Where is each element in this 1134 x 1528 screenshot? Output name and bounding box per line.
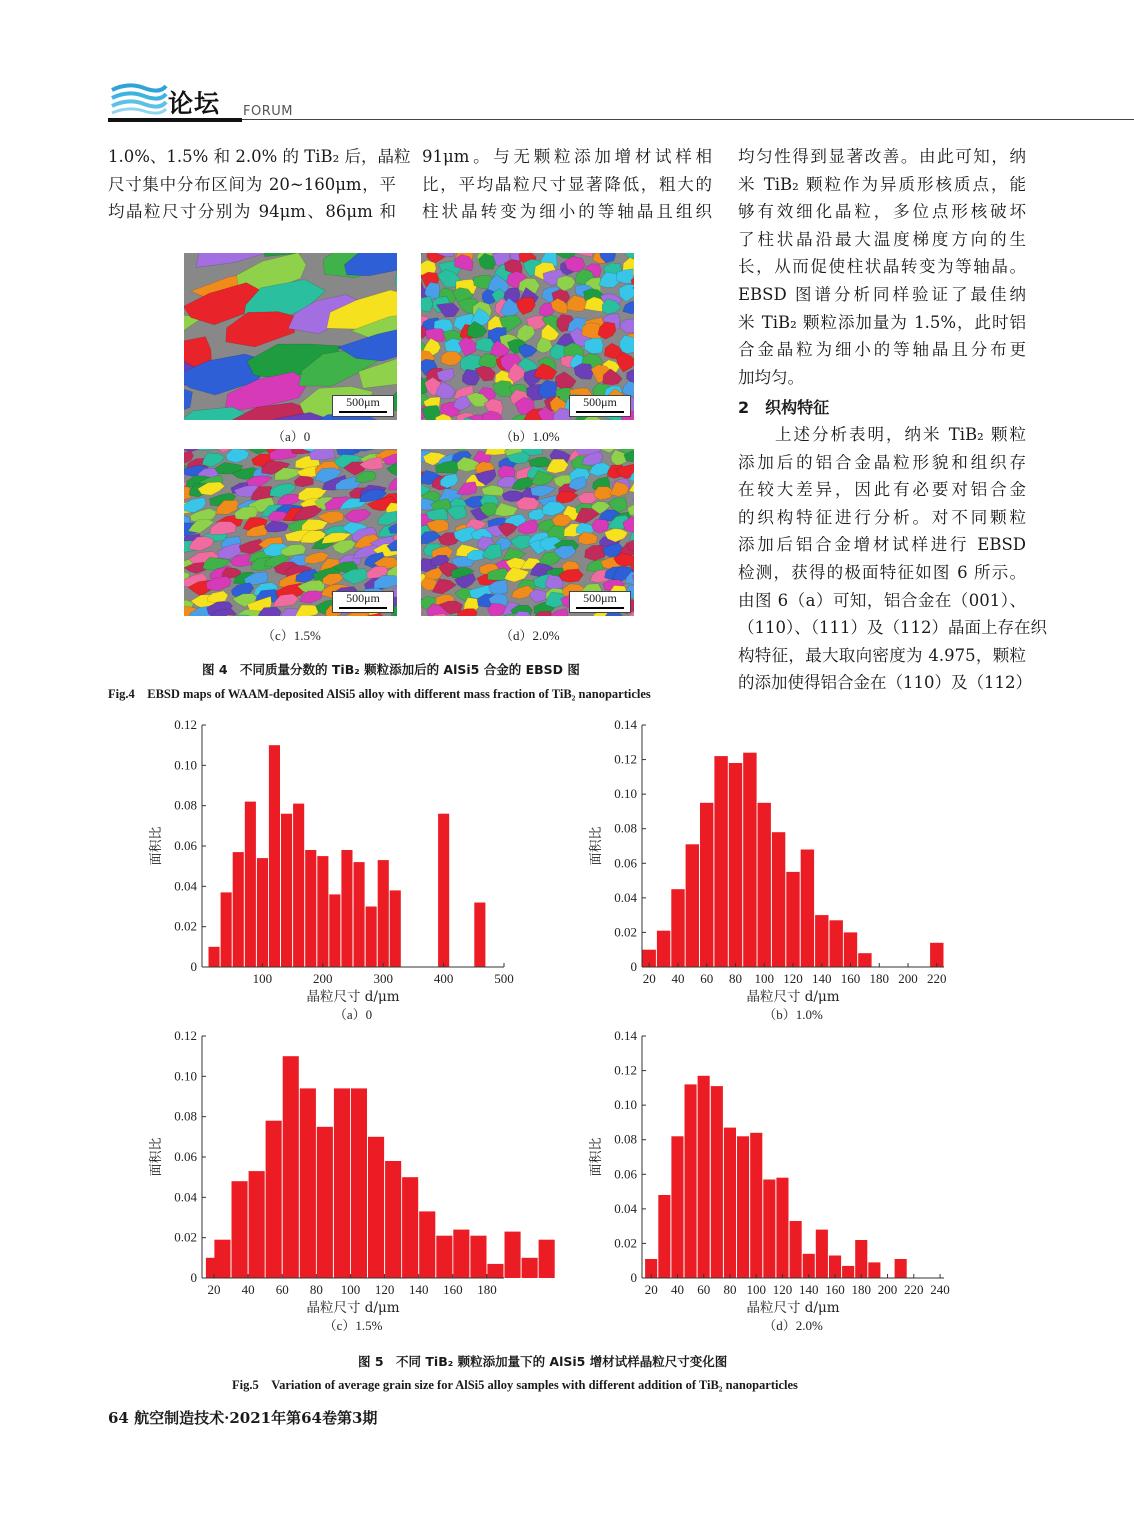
x-tick-label: 100: [746, 1282, 766, 1297]
y-tick-label: 0.08: [174, 797, 197, 813]
bar: [895, 1259, 907, 1278]
text-line: 构特征，最大取向密度为 4.975，颗粒: [738, 645, 1026, 665]
x-tick-label: 500: [494, 971, 514, 986]
text-line: 上述分析表明，纳米 TiB₂ 颗粒: [738, 425, 1026, 444]
grain: [516, 297, 535, 314]
text-line: 检测，获得的极面特征如图 6 所示。: [738, 562, 1026, 582]
bar: [438, 814, 449, 967]
bar: [436, 1236, 452, 1278]
x-tick-label: 60: [275, 1282, 289, 1297]
text-line: 柱状晶转变为细小的等轴晶且组织: [422, 202, 712, 222]
y-axis-title: 面积比: [149, 826, 164, 866]
grain-size-chart-d: [580, 1026, 980, 1346]
grain: [517, 325, 535, 343]
grain: [421, 253, 423, 258]
y-tick-label: 0.02: [174, 918, 197, 934]
bar: [858, 953, 871, 967]
bar: [842, 1266, 854, 1278]
bar: [232, 1181, 248, 1278]
x-tick-label: 20: [642, 971, 656, 986]
bar: [317, 1127, 333, 1278]
x-tick-label: 140: [799, 1282, 819, 1297]
bar: [855, 1240, 867, 1278]
bar: [711, 1086, 723, 1278]
y-tick-label: 0.12: [614, 751, 637, 767]
bar: [366, 907, 377, 968]
bar: [351, 1088, 367, 1278]
x-tick-label: 20: [644, 1282, 658, 1297]
y-tick-label: 0.04: [614, 889, 637, 905]
x-tick-label: 100: [754, 971, 774, 986]
text-line: 的添加使得铝合金在（110）及（112）: [738, 673, 1032, 693]
y-tick-label: 0.14: [614, 717, 637, 732]
bar: [257, 858, 268, 967]
y-tick-label: 0.06: [174, 838, 197, 853]
bar: [249, 1171, 265, 1278]
y-tick-label: 0.08: [614, 820, 637, 836]
body-column-2: [422, 143, 712, 226]
grain: [626, 370, 634, 383]
scale-bar-line: [339, 607, 387, 609]
page-footer: 64 航空制造技术·2021年第64卷第3期: [108, 1409, 378, 1427]
scale-label: 500μm: [346, 591, 380, 605]
bar: [402, 1177, 418, 1278]
bar: [505, 1232, 521, 1278]
y-axis-title: 面积比: [589, 1137, 604, 1177]
bar: [317, 856, 328, 967]
bar: [470, 1236, 486, 1278]
y-tick-label: 0.10: [614, 786, 637, 802]
x-tick-label: 120: [374, 1282, 395, 1297]
y-axis-title: 面积比: [149, 1137, 164, 1177]
bar: [763, 1180, 775, 1279]
x-tick-label: 80: [723, 1282, 737, 1297]
bar: [671, 1136, 683, 1278]
figure-5-caption-cn: 图 5 不同 TiB₂ 颗粒添加量下的 AlSi5 增材试样晶粒尺寸变化图: [358, 1354, 728, 1369]
ebsd-label-d: （d）2.0%: [500, 628, 560, 643]
y-tick-label: 0: [190, 1270, 197, 1285]
x-tick-label: 180: [851, 1282, 872, 1297]
x-tick-label: 220: [904, 1282, 924, 1297]
scale-bar: [569, 395, 631, 417]
grain: [225, 449, 251, 465]
bar: [281, 814, 292, 967]
y-tick-label: 0.10: [174, 757, 197, 773]
bar: [700, 803, 713, 967]
bar: [329, 894, 340, 967]
scale-bar-line: [576, 411, 624, 413]
bar: [686, 844, 699, 967]
y-tick-label: 0.04: [174, 1189, 197, 1205]
x-tick-label: 300: [373, 971, 393, 986]
bar: [209, 947, 220, 967]
grain: [584, 338, 603, 354]
bar: [283, 1056, 299, 1278]
grain: [519, 344, 538, 357]
ebsd-map-c: [184, 449, 397, 616]
bar: [453, 1230, 469, 1278]
x-tick-label: 180: [869, 971, 890, 986]
x-tick-label: 160: [825, 1282, 845, 1297]
x-tick-label: 120: [783, 971, 803, 986]
figure-5-caption-en: Fig.5 Variation of average grain size for AlSi5 alloy samples with different addition of TiB₂ nanoparticles: [232, 1378, 798, 1392]
text-line: （110）、（111）及（112）晶面上存在织: [738, 618, 1047, 638]
bar: [758, 803, 771, 967]
bar: [233, 852, 244, 967]
bar: [786, 872, 799, 967]
scale-label: 500μm: [583, 395, 617, 409]
bar: [269, 745, 280, 967]
text-line: 比，平均晶粒尺寸显著降低，粗大的: [422, 174, 712, 194]
x-tick-label: 400: [433, 971, 454, 986]
y-tick-label: 0.06: [174, 1149, 197, 1164]
section-title: 论坛: [168, 89, 221, 118]
bar: [801, 850, 814, 968]
y-tick-label: 0.02: [174, 1229, 197, 1245]
y-tick-label: 0.04: [174, 878, 197, 894]
grain: [576, 253, 593, 257]
scale-bar: [332, 591, 394, 613]
bar: [658, 1195, 670, 1278]
x-axis-title: 晶粒尺寸 d/μm: [306, 989, 400, 1005]
bar: [334, 1088, 350, 1278]
y-tick-label: 0: [630, 959, 637, 974]
scale-label: 500μm: [346, 395, 380, 409]
x-tick-label: 200: [877, 1282, 898, 1297]
header-rule-thick: [108, 118, 242, 122]
scale-bar: [332, 395, 394, 417]
grain: [441, 351, 463, 365]
x-tick-label: 200: [313, 971, 333, 986]
y-tick-label: 0.10: [174, 1068, 197, 1084]
bar: [657, 931, 670, 967]
grain-size-chart-a: [140, 715, 540, 1035]
bar: [419, 1211, 435, 1278]
y-tick-label: 0: [190, 959, 197, 974]
ebsd-map-a: [184, 253, 397, 420]
bar: [671, 889, 684, 967]
grain: [421, 296, 433, 312]
x-tick-label: 220: [927, 971, 947, 986]
x-tick-label: 120: [772, 1282, 793, 1297]
grain: [437, 303, 460, 317]
y-tick-label: 0.12: [614, 1062, 637, 1078]
bar: [474, 903, 485, 968]
bar: [300, 1088, 316, 1278]
text-line: 均匀性得到显著改善。由此可知，纳: [738, 147, 1026, 166]
y-tick-label: 0.14: [614, 1028, 637, 1043]
grain: [539, 380, 557, 399]
text-line: 合金晶粒为细小的等轴晶且分布更: [738, 340, 1026, 360]
bar: [724, 1128, 736, 1278]
x-axis-title: 晶粒尺寸 d/μm: [746, 989, 840, 1005]
x-tick-label: 140: [408, 1282, 429, 1297]
y-tick-label: 0.02: [614, 1235, 637, 1251]
x-tick-label: 20: [207, 1282, 221, 1297]
text-line: 添加后的铝合金晶粒形貌和组织存: [738, 452, 1026, 472]
bar: [293, 804, 304, 967]
bar: [737, 1136, 749, 1278]
y-tick-label: 0.12: [174, 1028, 197, 1043]
grain: [574, 364, 594, 380]
body-column-1: [108, 143, 411, 226]
grain: [623, 301, 634, 314]
y-tick-label: 0: [630, 1270, 637, 1285]
bar: [245, 802, 256, 967]
ebsd-map-d: [421, 449, 634, 616]
text-line: 均晶粒尺寸分别为 94μm、86μm 和: [108, 202, 396, 222]
bar: [305, 850, 316, 967]
bar: [750, 1133, 762, 1278]
bar: [266, 1121, 282, 1278]
bar: [522, 1258, 538, 1278]
ebsd-map-b: [421, 253, 634, 420]
x-tick-label: 60: [697, 1282, 711, 1297]
grain: [556, 372, 577, 390]
x-tick-label: 40: [671, 971, 685, 986]
x-tick-label: 60: [700, 971, 714, 986]
panel-label: （d）2.0%: [763, 1318, 823, 1333]
y-tick-label: 0.08: [614, 1131, 637, 1147]
ebsd-label-c: （c）1.5%: [262, 628, 321, 643]
text-line: 1.0%、1.5% 和 2.0% 的 TiB₂ 后，晶粒: [108, 147, 411, 166]
x-axis-title: 晶粒尺寸 d/μm: [306, 1300, 400, 1316]
grain: [557, 276, 576, 292]
bar: [729, 763, 742, 967]
y-axis-title: 面积比: [589, 826, 604, 866]
y-tick-label: 0.10: [614, 1097, 637, 1113]
x-tick-label: 40: [241, 1282, 255, 1297]
grain: [456, 481, 478, 496]
bar: [385, 1161, 401, 1278]
bar: [354, 862, 365, 967]
x-tick-label: 80: [728, 971, 742, 986]
forum-logo-icon: [108, 80, 168, 116]
bar: [214, 1240, 230, 1278]
y-tick-label: 0.08: [174, 1108, 197, 1124]
y-tick-label: 0.02: [614, 924, 637, 940]
bar: [378, 860, 389, 967]
x-tick-label: 200: [898, 971, 918, 986]
ebsd-label-b: （b）1.0%: [500, 429, 560, 444]
grain: [386, 417, 397, 420]
scale-bar-line: [576, 607, 624, 609]
text-line: 了柱状晶沿最大温度梯度方向的生: [738, 229, 1026, 249]
x-tick-label: 100: [340, 1282, 361, 1297]
text-line: 米 TiB₂ 颗粒作为异质形核质点，能: [738, 174, 1026, 194]
x-tick-label: 160: [443, 1282, 463, 1297]
bar: [685, 1084, 697, 1278]
scale-bar-line: [339, 411, 387, 413]
scale-bar: [569, 591, 631, 613]
x-tick-label: 180: [477, 1282, 497, 1297]
x-tick-label: 80: [309, 1282, 323, 1297]
figure-4-caption-en: Fig.4 EBSD maps of WAAM-deposited AlSi5 alloy with different mass fraction of TiB₂ nanoparticles: [108, 687, 651, 701]
bar: [844, 932, 857, 967]
bar: [368, 1137, 384, 1278]
body-column-3-continued: [738, 421, 1047, 697]
bar: [221, 892, 232, 967]
y-tick-label: 0.04: [614, 1200, 637, 1216]
x-tick-label: 140: [812, 971, 832, 986]
text-line: 在较大差异，因此有必要对铝合金: [738, 480, 1026, 500]
bar: [790, 1221, 802, 1278]
x-tick-label: 40: [670, 1282, 684, 1297]
grain: [386, 476, 397, 492]
grain: [343, 507, 372, 525]
text-line: 长，从而促使柱状晶转变为等轴晶。: [738, 257, 1026, 277]
header-rule-thin: [242, 119, 1134, 120]
bar: [772, 832, 785, 967]
grain-size-chart-b: [580, 715, 980, 1035]
text-line: 由图 6（a）可知，铝合金在（001）、: [738, 590, 1026, 610]
figure-4-caption-cn: 图 4 不同质量分数的 TiB₂ 颗粒添加后的 AlSi5 合金的 EBSD 图: [202, 662, 580, 677]
bar: [743, 753, 756, 967]
panel-label: （b）1.0%: [763, 1007, 823, 1022]
bar: [714, 756, 727, 967]
body-column-3: [738, 143, 1026, 391]
text-line: EBSD 图谱分析同样验证了最佳纳: [738, 284, 1026, 304]
text-line: 尺寸集中分布区间为 20~160μm，平: [108, 174, 396, 194]
bar: [815, 915, 828, 967]
y-tick-label: 0.12: [174, 717, 197, 732]
grain: [620, 319, 634, 333]
grain-size-chart-c: [140, 1026, 540, 1346]
grain: [184, 253, 189, 277]
text-line: 加均匀。: [738, 367, 804, 387]
text-line: 够有效细化晶粒，多位点形核破坏: [738, 202, 1026, 222]
bar: [341, 850, 352, 967]
x-tick-label: 240: [930, 1282, 950, 1297]
x-tick-label: 160: [840, 971, 861, 986]
bar: [487, 1264, 503, 1278]
x-tick-label: 100: [252, 971, 273, 986]
grain: [530, 483, 556, 497]
x-axis-title: 晶粒尺寸 d/μm: [746, 1300, 840, 1316]
panel-label: （c）1.5%: [323, 1318, 383, 1333]
bar: [698, 1076, 710, 1278]
section-heading: 2 织构特征: [738, 398, 830, 417]
scale-label: 500μm: [583, 591, 617, 605]
text-line: 91μm。与无颗粒添加增材试样相: [422, 147, 712, 166]
section-subtitle: FORUM: [243, 104, 293, 119]
bar: [868, 1262, 880, 1278]
bar: [390, 890, 401, 967]
bar: [776, 1178, 788, 1278]
text-line: 的织构特征进行分析。对不同颗粒: [738, 507, 1026, 527]
bar: [830, 920, 843, 967]
ebsd-label-a: （a）0: [272, 429, 311, 444]
y-tick-label: 0.06: [614, 1166, 637, 1182]
panel-label: （a）0: [333, 1007, 373, 1022]
bar: [539, 1240, 555, 1278]
text-line: 添加后铝合金增材试样进行 EBSD: [738, 535, 1026, 555]
grain: [376, 510, 397, 527]
text-line: 米 TiB₂ 颗粒添加量为 1.5%，此时铝: [738, 312, 1026, 332]
y-tick-label: 0.06: [614, 855, 637, 871]
bar: [816, 1230, 828, 1278]
